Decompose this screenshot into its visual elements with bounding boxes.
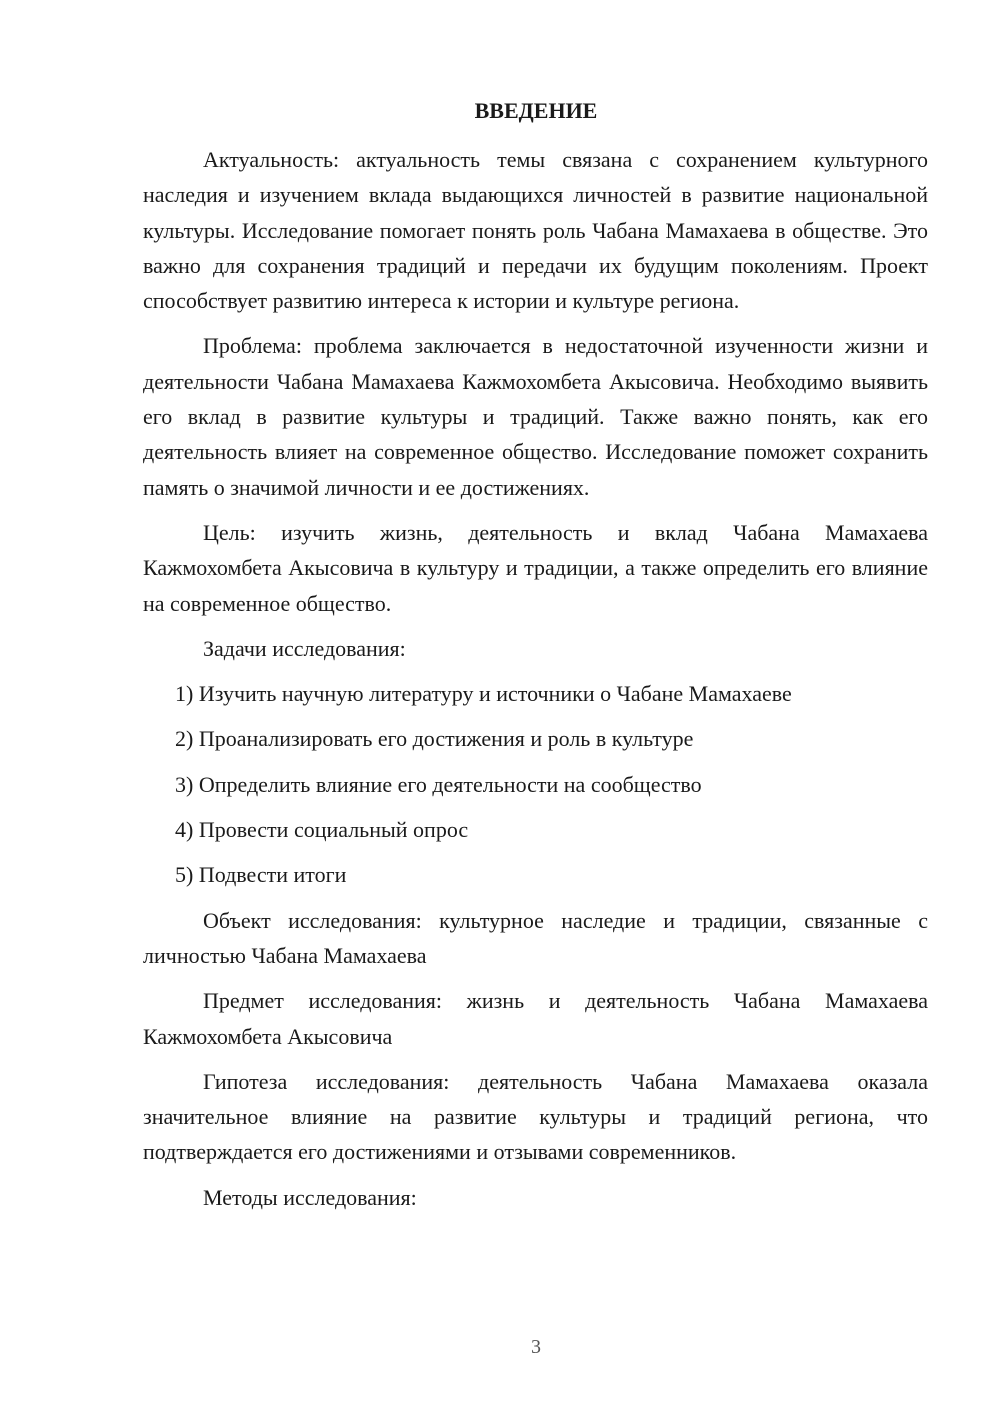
paragraph-problem: Проблема: проблема заключается в недостаточной изученности жизни и деятельности Чабана Мамахаева Кажмохомбета Акысовича. Необходимо выявить его вклад в развитие культуры и традиций. Также важно понять, как его деятельность влияет на современное общество. Исследование поможет сохранить память о значимой личности и ее достижениях. (143, 333, 928, 500)
paragraph-hypothesis: Гипотеза исследования: деятельность Чабана Мамахаева оказала значительное влияние на развитие культуры и традиций региона, что подтверждается его достижениями и отзывами современников. (143, 1068, 928, 1165)
paragraph-tasks-title: Задачи исследования: (203, 635, 406, 661)
list-item: 1) Изучить научную литературу и источники о Чабане Мамахаеве (175, 681, 792, 707)
list-item: 5) Подвести итоги (175, 862, 347, 888)
body-text (143, 142, 928, 1225)
list-item: 3) Определить влияние его деятельности на сообщество (175, 771, 702, 797)
paragraph-object: Объект исследования: культурное наследие и традиции, связанные с личностью Чабана Мамахаева (143, 907, 928, 968)
page-number: 3 (531, 1336, 541, 1358)
list-item: 4) Провести социальный опрос (175, 817, 469, 843)
list-item: 2) Проанализировать его достижения и роль в культуре (175, 726, 694, 752)
paragraph-relevance: Актуальность: актуальность темы связана с сохранением культурного наследия и изучением вклада выдающихся личностей в развитие национальной культуры. Исследование помогает понять роль Чабана Мамахаева в обществе. Это важно для сохранения традиций и передачи их будущим поколениям. Проект способствует развитию интереса к истории и культуре региона. (143, 147, 928, 314)
paragraph-methods: Методы исследования: (203, 1184, 417, 1210)
paragraph-subject: Предмет исследования: жизнь и деятельность Чабана Мамахаева Кажмохомбета Акысовича (143, 988, 928, 1049)
section-heading: ВВЕДЕНИЕ (474, 98, 598, 123)
paragraph-goal: Цель: изучить жизнь, деятельность и вклад Чабана Мамахаева Кажмохомбета Акысовича в культуру и традиции, а также определить его влияние на современное общество. (143, 519, 928, 616)
tasks-list (143, 676, 928, 892)
